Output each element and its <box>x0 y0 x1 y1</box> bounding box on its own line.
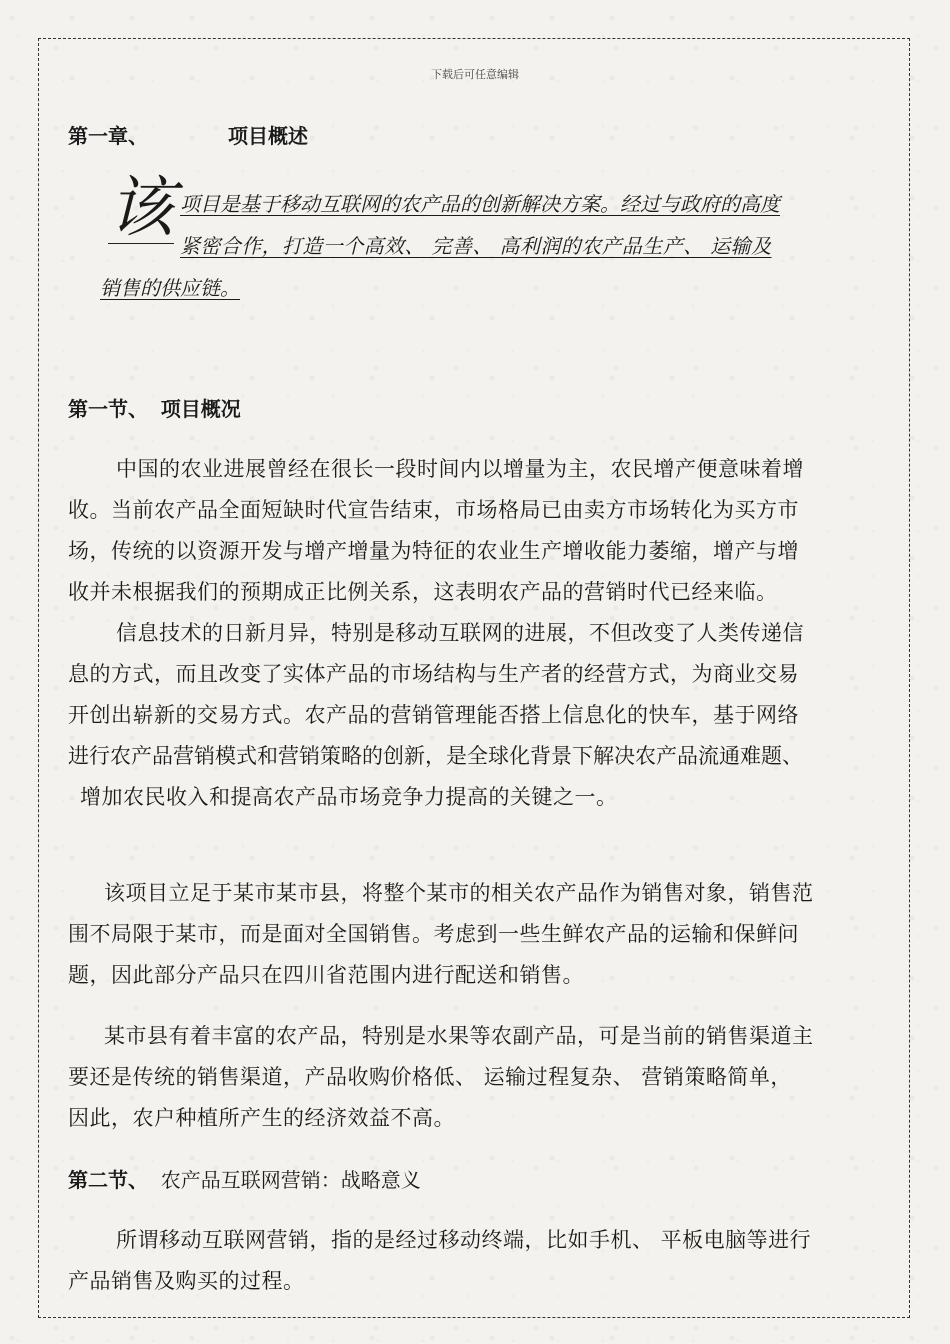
section-number: 第二节、 <box>68 1168 148 1192</box>
section-title-1 <box>68 393 241 422</box>
chapter-name: 项目概述 <box>228 124 308 148</box>
paragraph-line: 题，因此部分产品只在四川省范围内进行配送和销售。 <box>68 963 584 987</box>
paragraph-line: 收并未根据我们的预期成正比例关系，这表明农产品的营销时代已经来临。 <box>68 580 778 604</box>
section-name: 项目概况 <box>160 397 241 421</box>
intro-line: 紧密合作，打造一个高效、 完善、 高利润的农产品生产、 运输及 <box>180 234 772 258</box>
header-note: 下载后可任意编辑 <box>431 68 519 81</box>
paragraph-line: 场，传统的以资源开发与增产增量为特征的农业生产增收能力萎缩，增产与增 <box>68 539 799 563</box>
chapter-number: 第一章、 <box>68 124 148 148</box>
paragraph-line: 某市县有着丰富的农产品，特别是水果等农副产品，可是当前的销售渠道主 <box>104 1024 814 1048</box>
intro-line: 销售的供应链。 <box>100 276 240 300</box>
chapter-title <box>68 120 308 149</box>
paragraph-line: 开创出崭新的交易方式。农产品的营销管理能否搭上信息化的快车，基于网络 <box>68 703 799 727</box>
paragraph-line: 要还是传统的销售渠道，产品收购价格低、 运输过程复杂、 营销策略简单， <box>68 1065 792 1089</box>
paragraph-line: 所谓移动互联网营销，指的是经过移动终端，比如手机、 平板电脑等进行 <box>116 1228 812 1252</box>
paragraph-line: 信息技术的日新月异，特别是移动互联网的进展，不但改变了人类传递信 <box>116 621 804 645</box>
section-number: 第一节、 <box>68 397 148 421</box>
intro-line: 项目是基于移动互联网的农产品的创新解决方案。经过与政府的高度 <box>180 192 780 216</box>
paragraph-line: 息的方式，而且改变了实体产品的市场结构与生产者的经营方式，为商业交易 <box>68 662 799 686</box>
paragraph-line: 因此，农户种植所产生的经济效益不高。 <box>68 1106 455 1130</box>
paragraph-line: 该项目立足于某市某市县，将整个某市的相关农产品作为销售对象，销售范 <box>104 881 814 905</box>
paragraph-line: 产品销售及购买的过程。 <box>68 1269 305 1293</box>
paragraph-line: 增加农民收入和提高农产品市场竞争力提高的关键之一。 <box>80 785 618 809</box>
paragraph-line: 围不局限于某市，而是面对全国销售。考虑到一些生鲜农产品的运输和保鲜问 <box>68 922 799 946</box>
section-name: 农产品互联网营销：战略意义 <box>160 1168 421 1192</box>
drop-cap: 该 <box>108 169 174 246</box>
section-title-2 <box>68 1164 421 1193</box>
paragraph-line: 收。当前农产品全面短缺时代宣告结束，市场格局已由卖方市场转化为买方市 <box>68 498 799 522</box>
paragraph-line: 进行农产品营销模式和营销策略的创新，是全球化背景下解决农产品流通难题、 <box>68 744 803 768</box>
paragraph-line: 中国的农业进展曾经在很长一段时间内以增量为主，农民增产便意味着增 <box>116 457 804 481</box>
